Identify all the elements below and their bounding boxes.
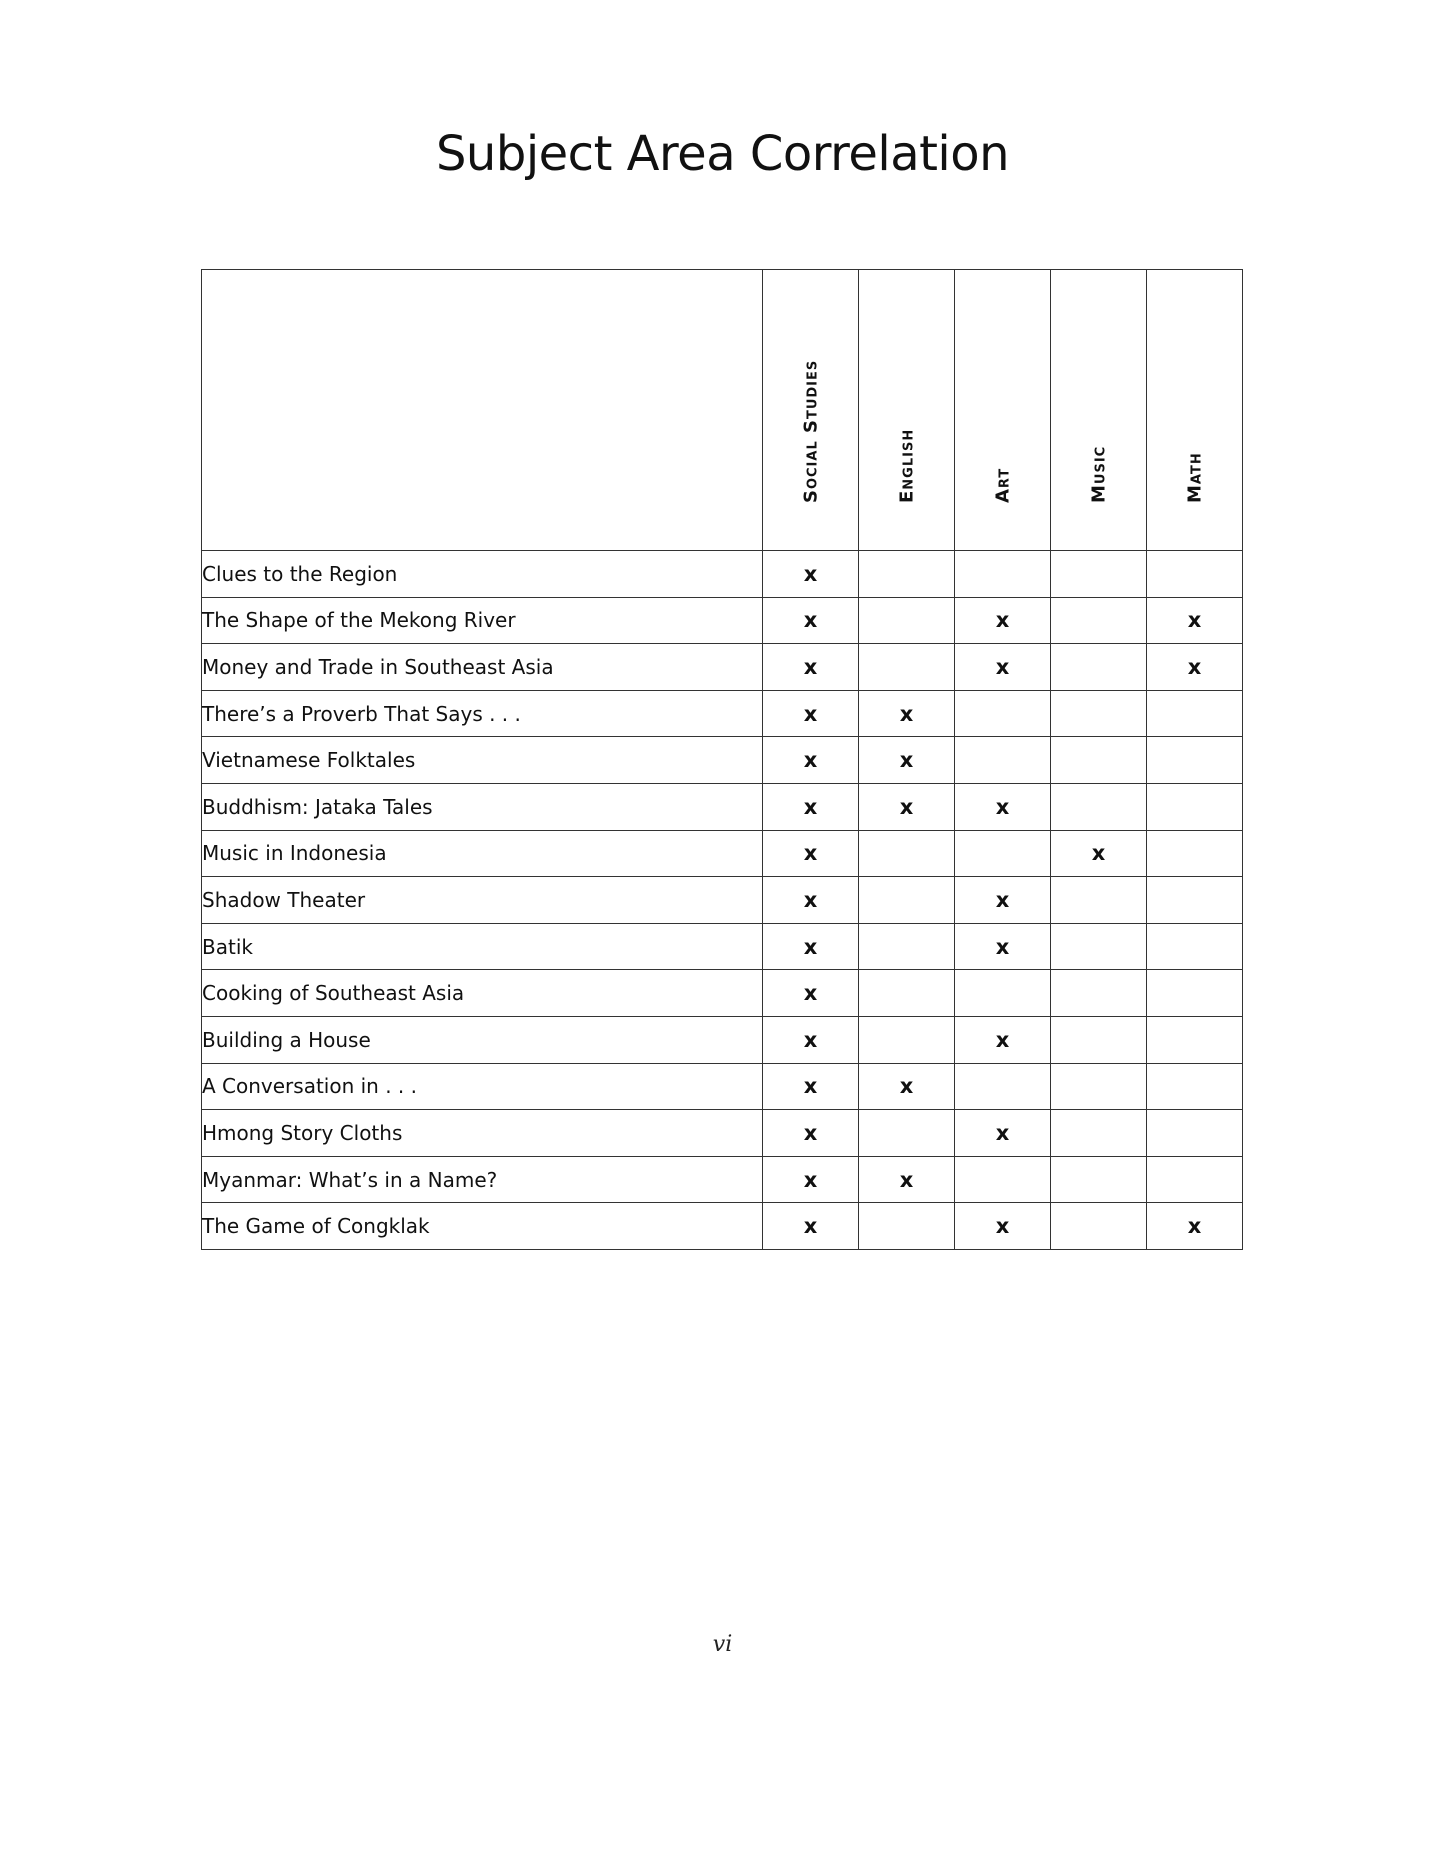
empty-cell: [955, 551, 1051, 598]
table-row: [202, 1016, 1243, 1063]
check-mark-cell: x: [859, 1063, 955, 1110]
check-mark-cell: x: [763, 551, 859, 598]
table-row: [202, 1156, 1243, 1203]
empty-cell: [1051, 783, 1147, 830]
check-mark-cell: x: [859, 737, 955, 784]
check-mark-cell: x: [955, 644, 1051, 691]
table-header-row: [202, 270, 1243, 551]
empty-cell: [1051, 644, 1147, 691]
column-header-math: [1147, 270, 1243, 551]
check-mark-cell: x: [763, 1203, 859, 1250]
table-row: [202, 737, 1243, 784]
empty-cell: [859, 1110, 955, 1157]
activity-name: Building a House: [202, 1016, 763, 1063]
check-mark-cell: x: [763, 923, 859, 970]
column-header-label: English: [896, 428, 917, 503]
subject-correlation-table: [201, 269, 1243, 1250]
check-mark-cell: x: [955, 1016, 1051, 1063]
check-mark-cell: x: [1147, 644, 1243, 691]
activity-name: Buddhism: Jataka Tales: [202, 783, 763, 830]
activity-name: Music in Indonesia: [202, 830, 763, 877]
empty-cell: [955, 970, 1051, 1017]
table-body: [202, 551, 1243, 1250]
check-mark-cell: x: [763, 970, 859, 1017]
check-mark-cell: x: [763, 1110, 859, 1157]
table-row: [202, 1110, 1243, 1157]
table-row: [202, 830, 1243, 877]
table-row: [202, 1203, 1243, 1250]
table-row: [202, 690, 1243, 737]
empty-cell: [859, 877, 955, 924]
empty-cell: [1051, 1063, 1147, 1110]
empty-cell: [955, 830, 1051, 877]
check-mark-cell: x: [763, 690, 859, 737]
column-header-label: Math: [1184, 452, 1205, 503]
check-mark-cell: x: [1147, 1203, 1243, 1250]
empty-cell: [1147, 1016, 1243, 1063]
table-row: [202, 877, 1243, 924]
column-header-label: Music: [1088, 445, 1109, 503]
check-mark-cell: x: [955, 1110, 1051, 1157]
page-title: Subject Area Correlation: [435, 126, 1010, 182]
check-mark-cell: x: [763, 1063, 859, 1110]
empty-cell: [1051, 690, 1147, 737]
empty-cell: [1147, 783, 1243, 830]
empty-cell: [1147, 970, 1243, 1017]
check-mark-cell: x: [1051, 830, 1147, 877]
check-mark-cell: x: [763, 644, 859, 691]
check-mark-cell: x: [859, 783, 955, 830]
activity-name: Clues to the Region: [202, 551, 763, 598]
empty-cell: [1147, 737, 1243, 784]
check-mark-cell: x: [763, 877, 859, 924]
column-header-english: [859, 270, 955, 551]
empty-cell: [859, 1016, 955, 1063]
empty-cell: [859, 923, 955, 970]
empty-cell: [1051, 551, 1147, 598]
activity-name: There’s a Proverb That Says . . .: [202, 690, 763, 737]
activity-name: The Shape of the Mekong River: [202, 597, 763, 644]
check-mark-cell: x: [1147, 597, 1243, 644]
empty-cell: [859, 597, 955, 644]
empty-cell: [859, 1203, 955, 1250]
empty-cell: [1051, 970, 1147, 1017]
empty-cell: [1147, 1156, 1243, 1203]
empty-cell: [1051, 1203, 1147, 1250]
check-mark-cell: x: [763, 597, 859, 644]
empty-cell: [955, 1063, 1051, 1110]
activity-name: Money and Trade in Southeast Asia: [202, 644, 763, 691]
activity-name: Batik: [202, 923, 763, 970]
empty-cell: [955, 1156, 1051, 1203]
check-mark-cell: x: [955, 1203, 1051, 1250]
empty-cell: [955, 690, 1051, 737]
empty-cell: [1147, 830, 1243, 877]
check-mark-cell: x: [763, 1156, 859, 1203]
empty-cell: [1051, 1016, 1147, 1063]
column-header-music: [1051, 270, 1147, 551]
empty-cell: [1147, 1110, 1243, 1157]
table-row: [202, 644, 1243, 691]
empty-cell: [1051, 597, 1147, 644]
table-row: [202, 597, 1243, 644]
empty-cell: [955, 737, 1051, 784]
activity-name: A Conversation in . . .: [202, 1063, 763, 1110]
check-mark-cell: x: [763, 783, 859, 830]
table-row: [202, 970, 1243, 1017]
empty-cell: [1051, 1110, 1147, 1157]
check-mark-cell: x: [955, 923, 1051, 970]
check-mark-cell: x: [763, 830, 859, 877]
activity-name: Shadow Theater: [202, 877, 763, 924]
check-mark-cell: x: [763, 1016, 859, 1063]
empty-cell: [859, 970, 955, 1017]
empty-cell: [1147, 690, 1243, 737]
empty-cell: [859, 551, 955, 598]
activity-header-blank: [202, 270, 763, 551]
check-mark-cell: x: [763, 737, 859, 784]
table-row: [202, 783, 1243, 830]
empty-cell: [1147, 1063, 1243, 1110]
column-header-social-studies: [763, 270, 859, 551]
table-row: [202, 551, 1243, 598]
column-header-art: [955, 270, 1051, 551]
table-row: [202, 1063, 1243, 1110]
check-mark-cell: x: [955, 877, 1051, 924]
empty-cell: [859, 830, 955, 877]
table-row: [202, 923, 1243, 970]
page-number: vi: [712, 1632, 733, 1657]
activity-name: Cooking of Southeast Asia: [202, 970, 763, 1017]
check-mark-cell: x: [859, 690, 955, 737]
activity-name: Vietnamese Folktales: [202, 737, 763, 784]
activity-name: Myanmar: What’s in a Name?: [202, 1156, 763, 1203]
empty-cell: [1051, 737, 1147, 784]
empty-cell: [1051, 877, 1147, 924]
empty-cell: [1051, 923, 1147, 970]
column-header-label: Social Studies: [800, 359, 821, 503]
activity-name: Hmong Story Cloths: [202, 1110, 763, 1157]
empty-cell: [1147, 551, 1243, 598]
check-mark-cell: x: [955, 597, 1051, 644]
empty-cell: [1147, 877, 1243, 924]
check-mark-cell: x: [859, 1156, 955, 1203]
check-mark-cell: x: [955, 783, 1051, 830]
activity-name: The Game of Congklak: [202, 1203, 763, 1250]
column-header-label: Art: [992, 467, 1013, 503]
empty-cell: [859, 644, 955, 691]
empty-cell: [1147, 923, 1243, 970]
empty-cell: [1051, 1156, 1147, 1203]
